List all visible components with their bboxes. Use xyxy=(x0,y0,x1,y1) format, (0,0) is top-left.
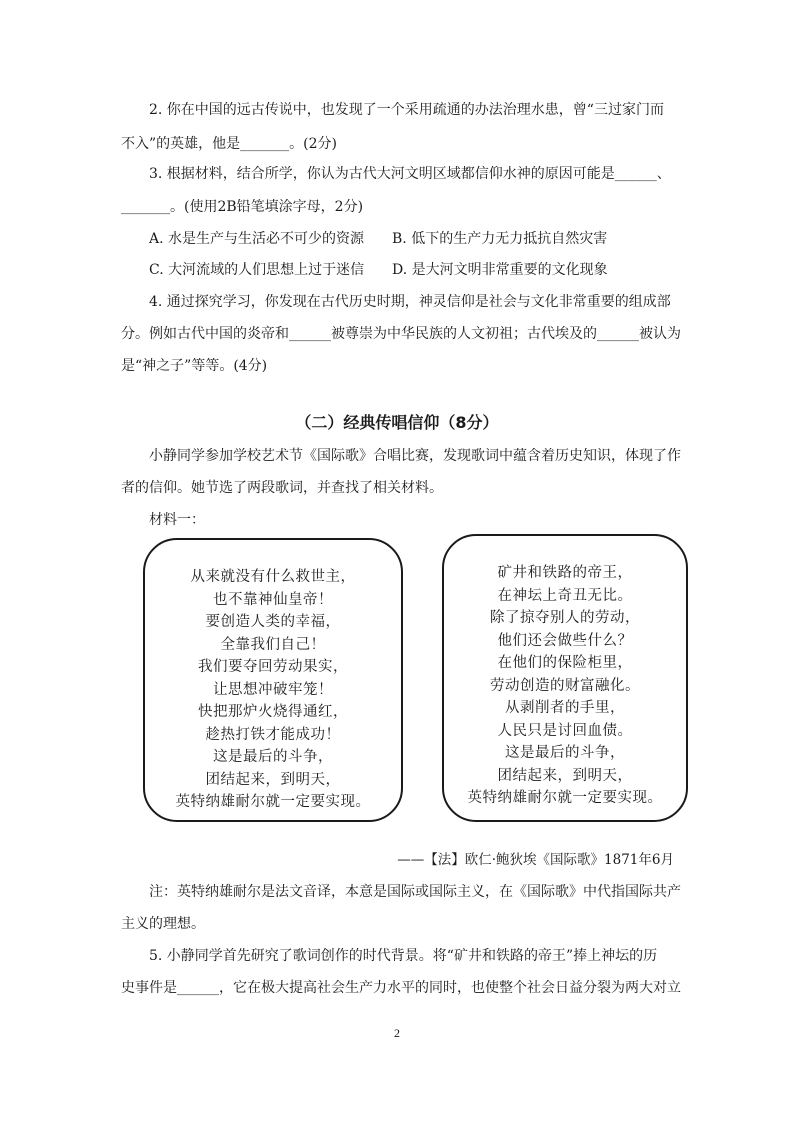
lyrics-box-left xyxy=(143,538,403,822)
lyrics-attribution: ——【法】欧仁·鲍狄埃《国际歌》1871年6月 xyxy=(397,852,674,868)
lyric-line: 矿井和铁路的帝王， xyxy=(497,565,633,581)
q2-line-2: 不入”的英雄，他是_______。(2分) xyxy=(121,136,337,152)
lyrics-left xyxy=(145,566,401,814)
lyrics-box-right xyxy=(442,534,688,822)
lyric-line: 快把那炉火烧得通红， xyxy=(198,704,348,720)
lyric-line: 劳动创造的财富融化。 xyxy=(490,677,640,694)
lyric-line: 也不靠神仙皇帝！ xyxy=(213,591,333,608)
q4-line-2: 分。例如古代中国的炎帝和______被尊崇为中华民族的人文初祖；古代埃及的______被认为 xyxy=(121,326,681,342)
q3-option-d: D. 是大河文明非常重要的文化现象 xyxy=(392,262,608,278)
lyric-line: 我们要夺回劳动果实， xyxy=(198,659,348,675)
lyric-line: 要创造人类的幸福， xyxy=(205,614,341,630)
lyric-line: 趁热打铁才能成功！ xyxy=(205,726,341,743)
lyric-line: 从剥削者的手里， xyxy=(505,700,625,716)
q3-line-2: _______。(使用2B铅笔填涂字母，2分) xyxy=(121,199,364,215)
q3-option-c: C. 大河流域的人们思想上过于迷信 xyxy=(149,262,365,278)
lyric-line: 全靠我们自己！ xyxy=(220,636,326,653)
lyrics-right xyxy=(444,562,686,810)
q4-line-3: 是“神之子”等等。(4分) xyxy=(121,358,268,374)
q3-option-a: A. 水是生产与生活必不可少的资源 xyxy=(149,231,365,247)
q5-line-1: 5. 小静同学首先研究了歌词创作的时代背景。将“矿井和铁路的帝王”捧上神坛的历 xyxy=(149,948,658,964)
q3-line-1: 3. 根据材料，结合所学，你认为古代大河文明区域都信仰水神的原因可能是______、 xyxy=(149,166,671,182)
lyric-line: 让思想冲破牢笼！ xyxy=(213,681,333,698)
lyric-line: 人民只是讨回血债。 xyxy=(497,722,633,739)
lyric-line: 这是最后的斗争， xyxy=(505,745,625,761)
lyric-line: 在神坛上奇丑无比。 xyxy=(497,587,633,604)
q5-line-2: 史事件是______，它在极大提高社会生产力水平的同时，也使整个社会日益分裂为两大对立 xyxy=(121,980,681,996)
q3-option-b: B. 低下的生产力无力抵抗自然灾害 xyxy=(392,231,608,247)
lyric-line: 在他们的保险柜里， xyxy=(497,655,633,671)
lyric-line: 团结起来，到明天， xyxy=(205,771,341,788)
lyric-line: 从来就没有什么救世主， xyxy=(190,569,356,585)
page-number: 2 xyxy=(394,1026,400,1040)
note-line-1: 注：英特纳雄耐尔是法文音译，本意是国际或国际主义，在《国际歌》中代指国际共产 xyxy=(149,884,681,900)
lyric-line: 这是最后的斗争， xyxy=(213,749,333,765)
lyric-line: 英特纳雄耐尔就一定要实现。 xyxy=(175,794,371,810)
lyric-line: 团结起来，到明天， xyxy=(497,767,633,784)
lyric-line: 他们还会做些什么？ xyxy=(497,632,633,649)
section-intro-line-1: 小静同学参加学校艺术节《国际歌》合唱比赛，发现歌词中蕴含着历史知识，体现了作 xyxy=(149,448,681,464)
lyric-line: 英特纳雄耐尔就一定要实现。 xyxy=(467,790,663,806)
material-label: 材料一： xyxy=(149,512,205,528)
q4-line-1: 4. 通过探究学习，你发现在古代历史时期，神灵信仰是社会与文化非常重要的组成部 xyxy=(149,294,671,310)
q2-line-1: 2. 你在中国的远古传说中，也发现了一个采用疏通的办法治理水患，曾“三过家门而 xyxy=(149,102,664,118)
section-intro-line-2: 者的信仰。她节选了两段歌词，并查找了相关材料。 xyxy=(121,480,443,496)
lyric-line: 除了掠夺别人的劳动， xyxy=(490,610,640,626)
note-line-2: 主义的理想。 xyxy=(121,916,205,932)
section-heading: （二）经典传唱信仰（8分） xyxy=(295,413,499,432)
